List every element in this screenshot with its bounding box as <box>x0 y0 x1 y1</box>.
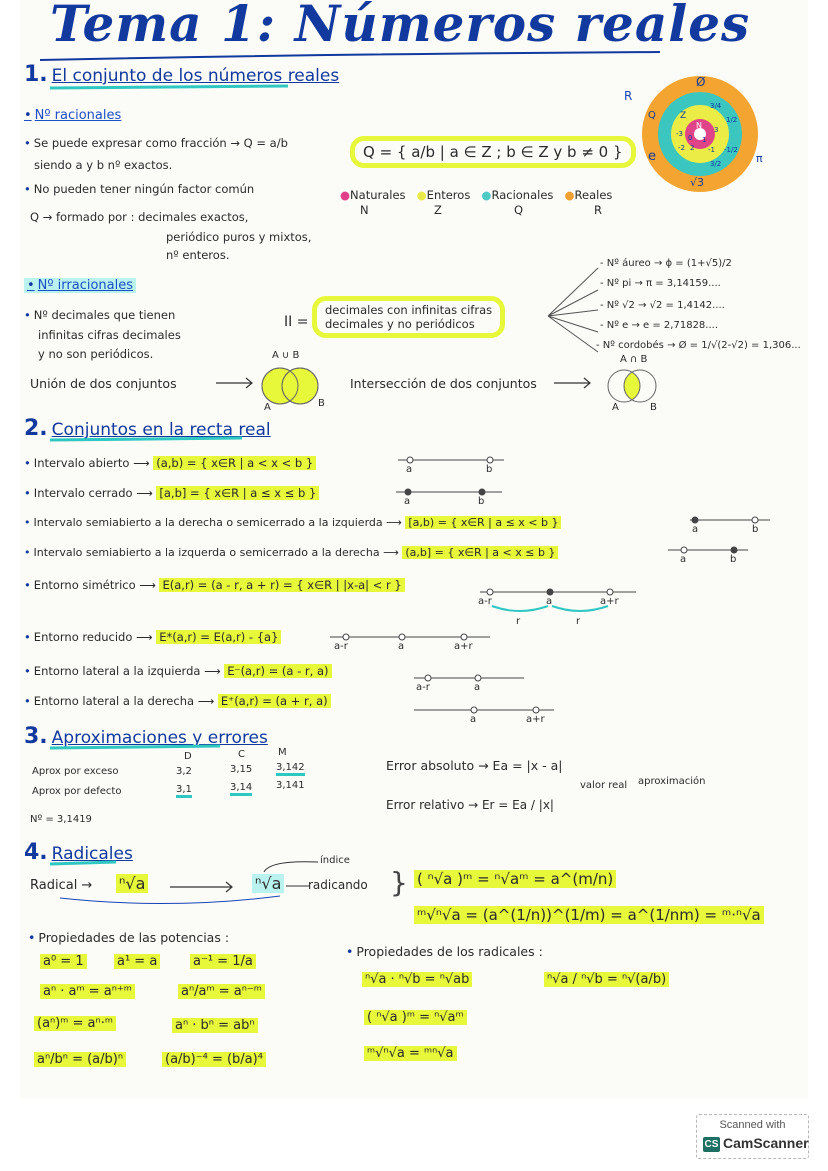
intersection-label: Intersección de dos conjuntos <box>350 376 537 391</box>
irrationals-def-line-2: decimales y no periódicos <box>325 317 475 331</box>
closed-tick-a: a <box>404 496 411 507</box>
intersection-b: B <box>650 402 657 413</box>
rationals-line-1: • Se puede expresar como fracción → Q = a/b <box>24 136 288 150</box>
approx-exceso-label: Aprox por exceso <box>32 766 119 777</box>
radical-props-heading: • Propiedades de los radicales : <box>346 944 543 959</box>
symmetric-tick-a-minus-r: a-r <box>478 596 492 607</box>
interval-halfopen-left-label: • Intervalo semiabierto a la izquerda o semicerrado a la derecha ⟶ (a,b] = { x∈R | a < x ≤ b } <box>24 546 558 559</box>
neighborhood-symmetric-formula: E(a,r) = (a - r, a + r) = { x∈R | |x-a| < r } <box>159 578 404 592</box>
radical-prop-quotient: ⁿ√a / ⁿ√b = ⁿ√(a/b) <box>544 972 669 987</box>
legend-naturales: ●Naturales <box>340 188 406 202</box>
label-num-3-2: 3/2 <box>710 160 722 168</box>
label-phi: Ø <box>696 75 706 89</box>
section-1-heading: 1. El conjunto de los números reales <box>24 62 340 87</box>
right-tick-a-plus-r: a+r <box>526 714 545 725</box>
irrationals-line-2: infinitas cifras decimales <box>38 328 181 342</box>
symmetric-r-left: r <box>516 616 521 627</box>
radical-symbol: ⁿ√a <box>116 874 148 893</box>
power-product: aⁿ · aᵐ = aⁿ⁺ᵐ <box>40 984 135 999</box>
reduced-tick-a: a <box>398 641 405 652</box>
reduced-tick-a-minus-r: a-r <box>334 641 348 652</box>
neighborhood-reduced-formula: E*(a,r) = E(a,r) - {a} <box>156 630 281 644</box>
intersection-a: A <box>612 402 619 413</box>
open-tick-a: a <box>406 464 413 475</box>
irrationals-def-line-1: decimales con infinitas cifras <box>325 303 493 317</box>
approx-defecto-label: Aprox por defecto <box>32 786 122 797</box>
irrationals-line-1: • Nº decimales que tienen <box>24 308 175 322</box>
power-same-exponent: aⁿ · bⁿ = abⁿ <box>172 1018 258 1033</box>
legend-reales: ●Reales <box>564 188 613 202</box>
approx-exceso-c: 3,15 <box>230 764 253 775</box>
legend-racionales: ●Racionales <box>481 188 554 202</box>
label-num-minus1-2: -1/2 <box>724 146 738 154</box>
legend-enteros: ●Enteros <box>416 188 471 202</box>
approx-defecto-m: 3,141 <box>276 780 305 791</box>
absolute-error-real-note: valor real <box>580 780 628 791</box>
left-tick-a-minus-r: a-r <box>416 682 430 693</box>
power-fraction: aⁿ/bⁿ = (a/b)ⁿ <box>34 1052 126 1067</box>
union-label: Unión de dos conjuntos <box>30 376 177 391</box>
interval-halfopen-left-formula: (a,b] = { x∈R | a < x ≤ b } <box>402 546 558 559</box>
rationals-line-4: Q → formado por : decimales exactos, <box>30 210 249 224</box>
camscanner-stamp <box>696 1114 809 1159</box>
section-4-heading: 4. Radicales <box>24 840 133 865</box>
symmetric-tick-a: a <box>546 596 553 607</box>
irrationals-line-3: y no son periódicos. <box>38 347 154 361</box>
open-tick-b: b <box>486 464 493 475</box>
label-num-1: 1 <box>702 136 707 144</box>
approx-exceso-d: 3,2 <box>176 766 192 777</box>
rationals-heading: • Nº racionales <box>24 108 121 123</box>
camscanner-brand: CamScanner <box>723 1135 809 1151</box>
irrationals-heading: • Nº irracionales <box>24 278 136 293</box>
label-n: N <box>696 121 702 130</box>
interval-halfopen-right-formula: [a,b) = { x∈R | a ≤ x < b } <box>405 516 561 529</box>
neighborhood-reduced-label: • Entorno reducido ⟶ E*(a,r) = E(a,r) - {a} <box>24 630 281 644</box>
neighborhood-right-label: • Entorno lateral a la derecha ⟶ E⁺(a,r) = (a + r, a) <box>24 694 331 708</box>
label-num-3-4: 3/4 <box>710 102 722 110</box>
approx-exceso-m: 3,142 <box>276 762 305 776</box>
left-tick-a: a <box>474 682 481 693</box>
halfopen-left-tick-b: b <box>730 554 737 565</box>
reduced-tick-a-plus-r: a+r <box>454 641 473 652</box>
power-negative-one: a⁻¹ = 1/a <box>190 954 256 969</box>
radical-annotations <box>20 0 420 920</box>
irrational-example-2: - Nº pi → π = 3,14159.... <box>600 278 721 289</box>
power-one: a¹ = a <box>114 954 160 969</box>
relative-error: Error relativo → Er = Ea / |x| <box>386 798 554 812</box>
legend-symbol-q: Q <box>514 203 524 217</box>
label-num-2: 2 <box>690 144 695 152</box>
radical-prop-power: ( ⁿ√a )ᵐ = ⁿ√aᵐ <box>364 1010 467 1025</box>
radical-identity-2: ᵐ√ⁿ√a = (a^(1/n))^(1/m) = a^(1/nm) = ᵐ·ⁿ√a <box>414 906 764 924</box>
irrational-example-3: - Nº √2 → √2 = 1,4142.... <box>600 300 725 311</box>
scanned-with-text: Scanned with <box>719 1119 786 1131</box>
right-tick-a: a <box>470 714 477 725</box>
interval-open-label: • Intervalo abierto ⟶ (a,b) = { x∈R | a < x < b } <box>24 456 316 470</box>
interval-closed-label: • Intervalo cerrado ⟶ [a,b] = { x∈R | a ≤ x ≤ b } <box>24 486 319 500</box>
neighborhood-left-formula: E⁻(a,r) = (a - r, a) <box>224 664 331 678</box>
interval-halfopen-right-label: • Intervalo semiabierto a la derecha o semicerrado a la izquierda ⟶ [a,b) = { x∈R | a ≤ x < b } <box>24 516 561 529</box>
label-e: e <box>648 149 656 164</box>
label-num-minus2: -2 <box>678 144 685 152</box>
absolute-error-approx-note: aproximación <box>638 776 706 787</box>
radical-radicando-label: radicando <box>308 878 368 892</box>
legend-symbol-n: N <box>360 203 369 217</box>
rationals-line-5: periódico puros y mixtos, <box>166 230 312 244</box>
radical-parts-symbol: ⁿ√a <box>252 874 284 893</box>
union-symbol: A ∪ B <box>272 350 300 361</box>
union-a: A <box>264 402 271 413</box>
halfopen-left-tick-a: a <box>680 554 687 565</box>
approx-col-m: M <box>278 747 287 758</box>
label-num-minus3: -3 <box>676 130 683 138</box>
approx-defecto-c: 3,14 <box>230 782 252 796</box>
radical-label: Radical → <box>30 878 93 893</box>
radical-identity-1: ( ⁿ√a )ᵐ = ⁿ√aᵐ = a^(m/n) <box>414 870 616 888</box>
symmetric-tick-a-plus-r: a+r <box>600 596 619 607</box>
power-quotient: aⁿ/aᵐ = aⁿ⁻ᵐ <box>178 984 265 999</box>
radical-brace: } <box>390 866 408 899</box>
label-sqrt3: √3 <box>690 176 705 189</box>
label-pi: π <box>756 152 763 165</box>
power-zero: a⁰ = 1 <box>40 954 87 969</box>
approx-col-d: D <box>184 751 192 762</box>
neighborhood-left-label: • Entorno lateral a la izquierda ⟶ E⁻(a,r) = (a - r, a) <box>24 664 332 678</box>
label-r: R <box>624 89 633 103</box>
label-num-3: 3 <box>714 126 719 134</box>
interval-open-formula: (a,b) = { x∈R | a < x < b } <box>153 456 316 470</box>
note-sheet <box>20 0 808 1098</box>
approx-defecto-d: 3,1 <box>176 784 192 798</box>
section-3-heading: 3. Aproximaciones y errores <box>24 724 268 749</box>
label-num-0: 0 <box>688 134 693 142</box>
label-num-minus1: -1 <box>708 146 715 154</box>
approx-number: Nº = 3,1419 <box>30 814 92 825</box>
power-of-power: (aⁿ)ᵐ = aⁿ·ᵐ <box>34 1016 116 1031</box>
camscanner-logo-icon: CS <box>704 1139 719 1150</box>
label-num-1-2: 1/2 <box>726 116 738 124</box>
legend-symbol-z: Z <box>434 203 442 217</box>
union-b: B <box>318 398 325 409</box>
legend-symbol-r: R <box>594 203 602 217</box>
neighborhood-right-formula: E⁺(a,r) = (a + r, a) <box>218 694 331 708</box>
rationals-line-6: nº enteros. <box>166 248 230 262</box>
section-2-heading: 2. Conjuntos en la recta real <box>24 416 271 441</box>
approx-col-c: C <box>238 749 245 760</box>
radical-prop-product: ⁿ√a · ⁿ√b = ⁿ√ab <box>362 972 472 987</box>
symmetric-r-right: r <box>576 616 581 627</box>
interval-closed-formula: [a,b] = { x∈R | a ≤ x ≤ b } <box>156 486 319 500</box>
halfopen-right-tick-a: a <box>692 524 699 535</box>
rationals-line-3: • No pueden tener ningún factor común <box>24 182 254 196</box>
rationals-set-definition: Q = { a/b | a ∈ Z ; b ∈ Z y b ≠ 0 } <box>350 136 636 168</box>
rationals-line-2: siendo a y b nº exactos. <box>34 158 173 172</box>
intersection-symbol: A ∩ B <box>620 354 648 365</box>
radical-prop-root-of-root: ᵐ√ⁿ√a = ᵐⁿ√a <box>364 1046 457 1061</box>
irrational-example-5: - Nº cordobés → Ø = 1/√(2-√2) = 1,306... <box>596 340 801 351</box>
power-negative-fraction: (a/b)⁻⁴ = (b/a)⁴ <box>162 1052 266 1067</box>
closed-tick-b: b <box>478 496 485 507</box>
neighborhood-symmetric-label: • Entorno simétrico ⟶ E(a,r) = (a - r, a + r) = { x∈R | |x-a| < r } <box>24 578 405 592</box>
radical-indice-label: índice <box>320 855 350 866</box>
label-z: Z <box>680 111 687 121</box>
label-q: Q <box>648 110 656 121</box>
page-title: Tema 1: Números reales <box>50 0 751 53</box>
powers-heading: • Propiedades de las potencias : <box>28 930 229 945</box>
irrationals-symbol: II = <box>284 314 309 330</box>
irrational-example-4: - Nº e → e = 2,71828.... <box>600 320 719 331</box>
irrational-example-1: - Nº áureo → ϕ = (1+√5)/2 <box>600 258 732 269</box>
halfopen-right-tick-b: b <box>752 524 759 535</box>
absolute-error: Error absoluto → Ea = |x - a| <box>386 758 563 773</box>
